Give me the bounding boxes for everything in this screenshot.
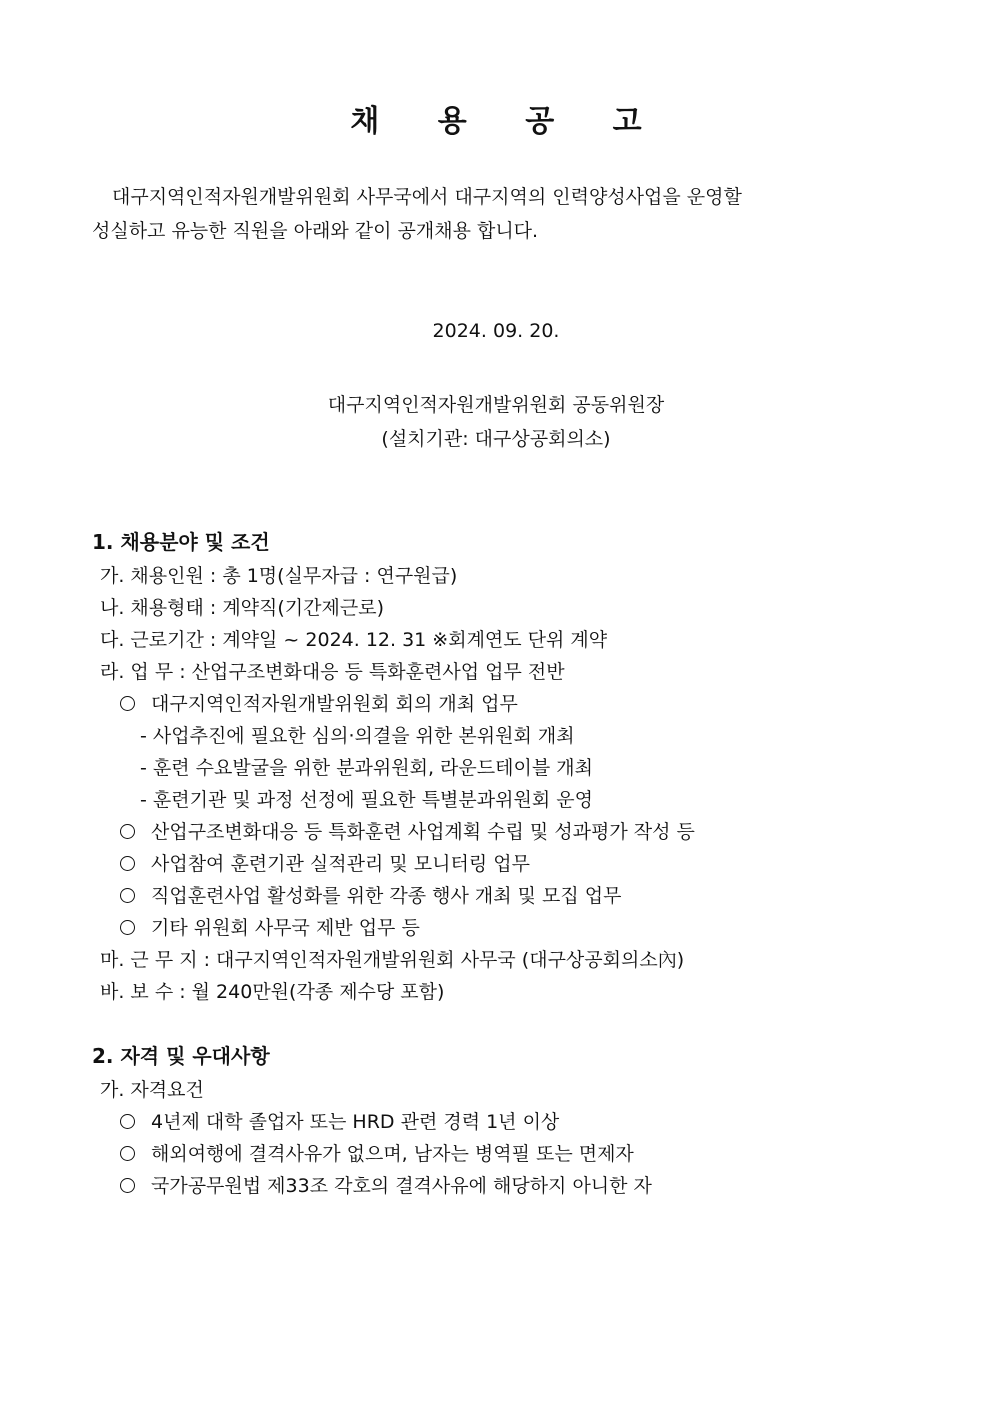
circle-bullet-icon [120,856,135,871]
section-1-heading: 1. 채용분야 및 조건 [92,530,270,554]
duty-item [120,850,530,878]
duty-text: 대구지역인적자원개발위원회 회의 개최 업무 [151,693,518,715]
condition-item: 라. 업 무 : 산업구조변화대응 등 특화훈련사업 업무 전반 [100,661,565,683]
intro-line-1: 대구지역인적자원개발위원회 사무국에서 대구지역의 인력양성사업을 운영할 [112,186,742,208]
condition-item: 다. 근로기간 : 계약일 ~ 2024. 12. 31 ※회계연도 단위 계약 [100,629,608,651]
duty-sub-item: - 훈련기관 및 과정 선정에 필요한 특별분과위원회 운영 [140,789,593,811]
circle-bullet-icon [120,824,135,839]
circle-bullet-icon [120,1178,135,1193]
duty-text: 직업훈련사업 활성화를 위한 각종 행사 개최 및 모집 업무 [151,885,622,907]
duty-sub-item: - 훈련 수요발굴을 위한 분과위원회, 라운드테이블 개최 [140,757,593,779]
circle-bullet-icon [120,696,135,711]
condition-item: 바. 보 수 : 월 240만원(각종 제수당 포함) [100,981,445,1003]
duty-text: 사업참여 훈련기관 실적관리 및 모니터링 업무 [151,853,530,875]
intro-line-2: 성실하고 유능한 직원을 아래와 같이 공개채용 합니다. [92,220,539,242]
section-2-heading: 2. 자격 및 우대사항 [92,1044,270,1068]
requirement-item [120,1140,634,1168]
duty-text: 산업구조변화대응 등 특화훈련 사업계획 수립 및 성과평가 작성 등 [151,821,695,843]
circle-bullet-icon [120,920,135,935]
duty-item [120,882,621,910]
condition-item: 가. 채용인원 : 총 1명(실무자급 : 연구원급) [100,565,458,587]
duty-item [120,914,420,942]
issuer-sub: (설치기관: 대구상공회의소) [381,428,611,450]
duty-sub-item: - 사업추진에 필요한 심의·의결을 위한 본위원회 개최 [140,725,575,747]
requirement-text: 4년제 대학 졸업자 또는 HRD 관련 경력 1년 이상 [151,1111,560,1133]
issuer-name: 대구지역인적자원개발위원회 공동위원장 [327,394,665,416]
requirement-item [120,1108,559,1136]
requirements-heading: 가. 자격요건 [100,1079,204,1101]
condition-item: 나. 채용형태 : 계약직(기간제근로) [100,597,384,619]
notice-date: 2024. 09. 20. [432,320,560,342]
circle-bullet-icon [120,1114,135,1129]
condition-item: 마. 근 무 지 : 대구지역인적자원개발위원회 사무국 (대구상공회의소內) [100,949,685,971]
requirement-text: 국가공무원법 제33조 각호의 결격사유에 해당하지 아니한 자 [151,1175,652,1197]
circle-bullet-icon [120,888,135,903]
page-title: 채 용 공 고 [350,104,666,139]
circle-bullet-icon [120,1146,135,1161]
duty-item [120,690,518,718]
requirement-text: 해외여행에 결격사유가 없으며, 남자는 병역필 또는 면제자 [151,1143,634,1165]
duty-item [120,818,695,846]
requirement-item [120,1172,652,1200]
duty-text: 기타 위원회 사무국 제반 업무 등 [151,917,420,939]
